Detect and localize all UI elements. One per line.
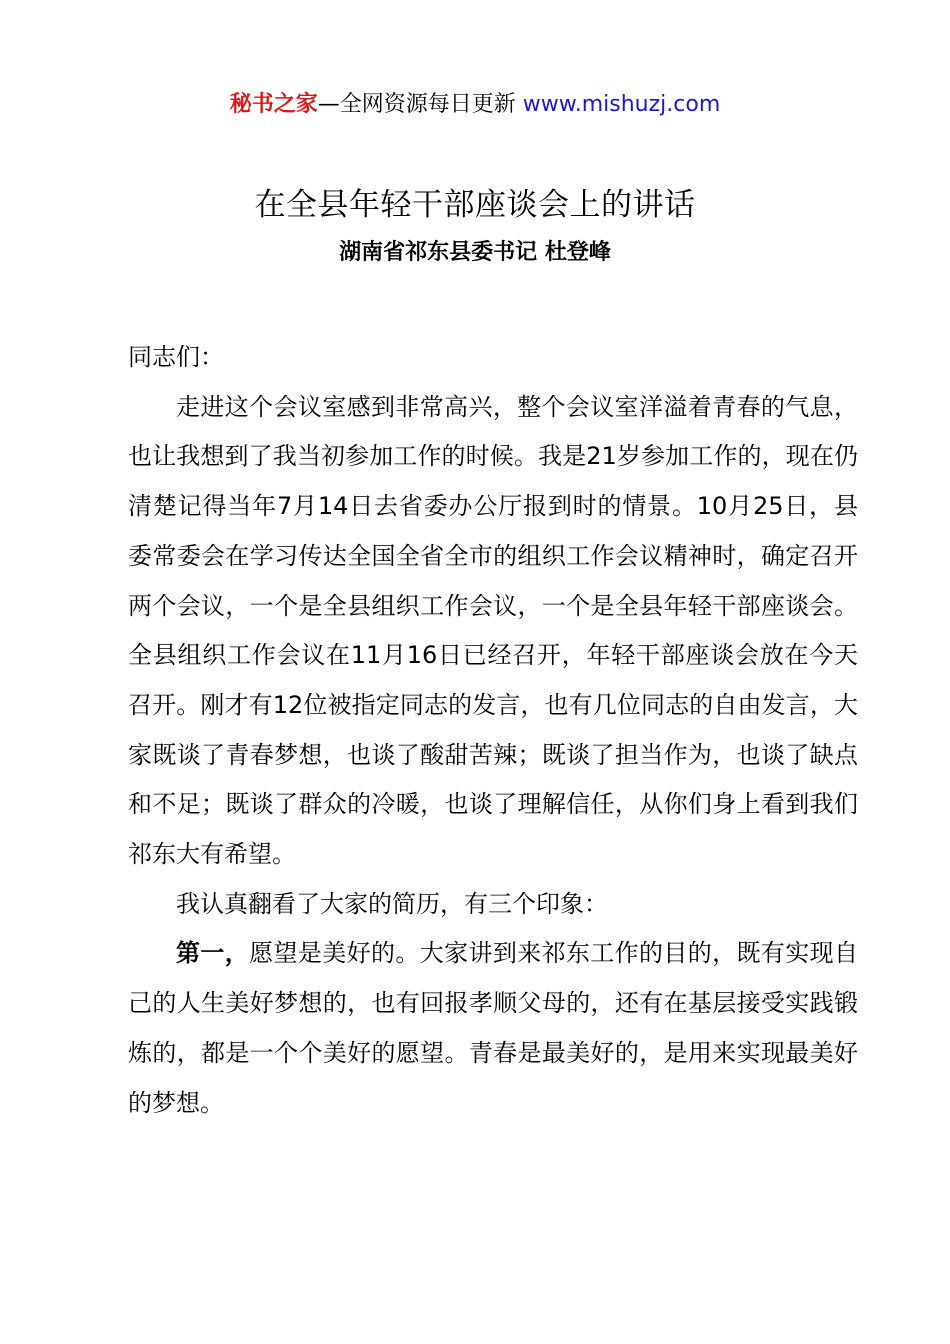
document-author: 湖南省祁东县委书记 杜登峰 [339,240,611,265]
brand-tagline: —全网资源每日更新 [317,92,523,117]
document-title: 在全县年轻干部座谈会上的讲话 [254,187,696,223]
point-one-text: 愿望是美好的。大家讲到来祁东工作的目的，既有实现自己的人生美好梦想的，也有回报孝顺父母的，还有在基层接受实践锻炼的，都是一个个美好的愿望。青春是最美好的，是用来实现最美好的梦想。 [128,939,859,1117]
document-body [128,333,858,1128]
site-banner [0,88,950,122]
point-one-lead: 第一， [176,939,250,968]
paragraph-point-one [128,929,858,1128]
paragraph-impressions: 我认真翻看了大家的简历，有三个印象： [176,889,608,918]
site-url-link[interactable]: www.mishuzj.com [522,92,721,117]
paragraph-opening: 走进这个会议室感到非常高兴，整个会议室洋溢着青春的气息，也让我想到了我当初参加工作的时候。我是21岁参加工作的，现在仍清楚记得当年7月14日去省委办公厅报到时的情景。10月25日，县委常委会在学习传达全国全省全市的组织工作会议精神时，确定召开两个会议，一个是全县组织工作会议，一个是全县年轻干部座谈会。全县组织工作会议在11月16日已经召开，年轻干部座谈会放在今天召开。刚才有12位被指定同志的发言，也有几位同志的自由发言，大家既谈了青春梦想，也谈了酸甜苦辣；既谈了担当作为，也谈了缺点和不足；既谈了群众的冷暖，也谈了理解信任，从你们身上看到我们祁东大有希望。 [128,392,858,869]
brand-name: 秘书之家 [229,92,318,117]
salutation: 同志们： [128,343,224,371]
